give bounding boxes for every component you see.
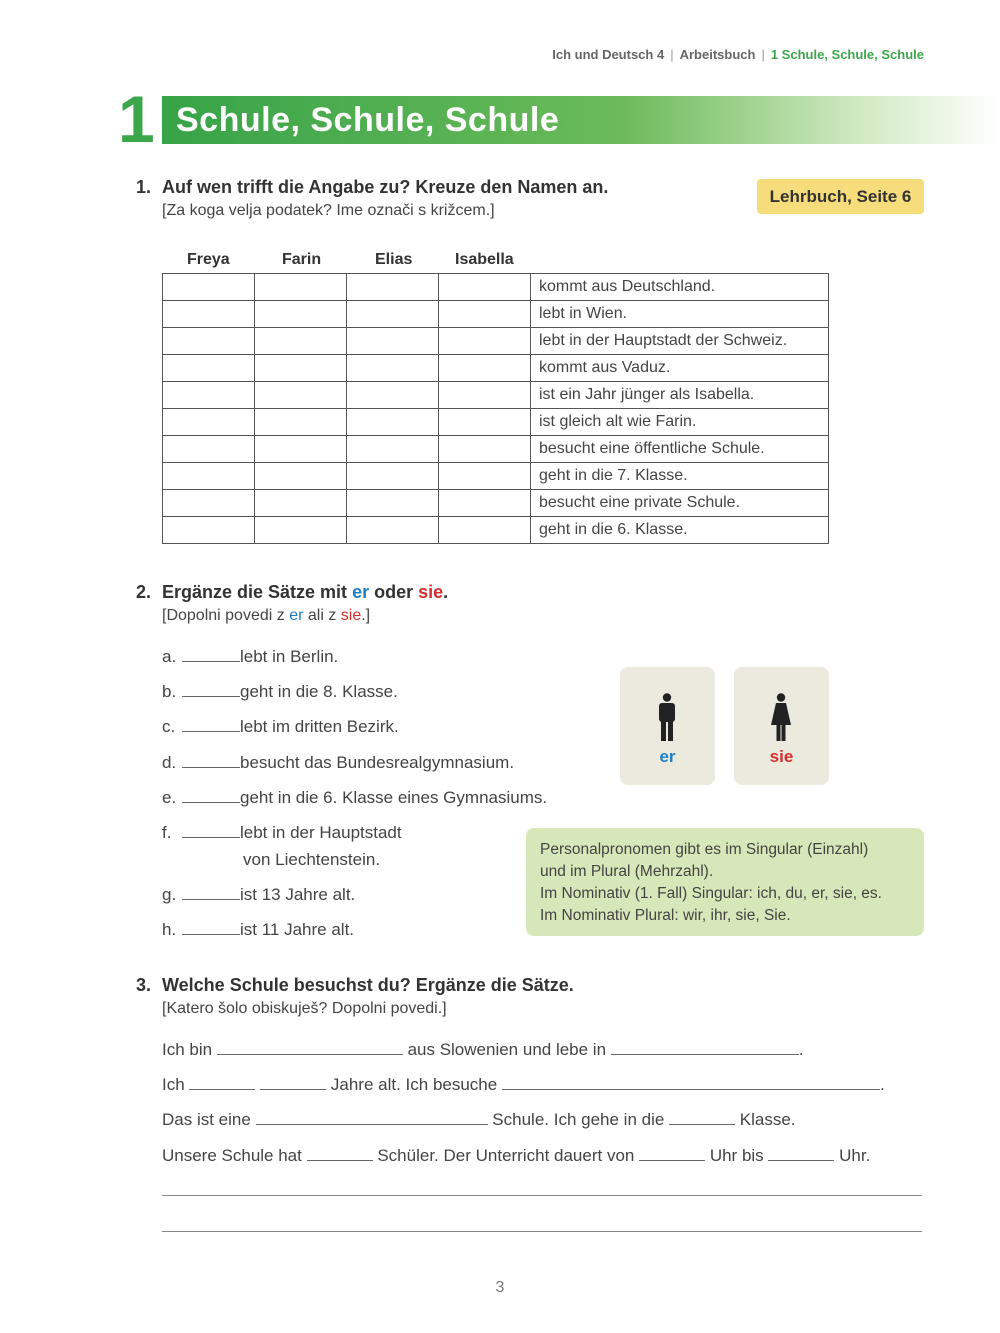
blank-input[interactable] xyxy=(182,682,240,697)
statement-cell: geht in die 7. Klasse. xyxy=(531,463,829,490)
check-cell[interactable] xyxy=(255,355,347,382)
blank-input[interactable] xyxy=(611,1040,799,1055)
check-cell[interactable] xyxy=(439,355,531,382)
ex1-title: Auf wen trifft die Angabe zu? Kreuze den Namen an. xyxy=(162,177,609,197)
ex2-title: Ergänze die Sätze mit er oder sie. xyxy=(162,582,449,602)
blank-input[interactable] xyxy=(182,885,240,900)
writing-line[interactable] xyxy=(162,1231,922,1232)
statement-cell: besucht eine öffentliche Schule. xyxy=(531,436,829,463)
blank-input[interactable] xyxy=(768,1146,834,1161)
check-cell[interactable] xyxy=(347,328,439,355)
check-cell[interactable] xyxy=(439,436,531,463)
book-type: Arbeitsbuch xyxy=(679,47,756,62)
check-cell[interactable] xyxy=(163,517,255,544)
sentence-h: h. ist 11 Jahre alt. xyxy=(162,920,355,939)
statement-cell: lebt in der Hauptstadt der Schweiz. xyxy=(531,328,829,355)
blank-input[interactable] xyxy=(669,1110,735,1125)
chapter-ref: 1 Schule, Schule, Schule xyxy=(770,47,924,62)
sentence-f-continued: von Liechtenstein. xyxy=(243,850,381,869)
info-line: Personalpronomen gibt es im Singular (Einzahl) xyxy=(540,841,869,858)
card-sie-label: sie xyxy=(769,747,794,766)
check-cell[interactable] xyxy=(163,436,255,463)
statement-cell: geht in die 6. Klasse. xyxy=(531,517,829,544)
ex3-number: 3. xyxy=(136,975,152,995)
sentence-g: g. ist 13 Jahre alt. xyxy=(162,885,356,904)
info-line: Im Nominativ Plural: wir, ihr, sie, Sie. xyxy=(540,907,791,924)
check-cell[interactable] xyxy=(255,328,347,355)
blank-input[interactable] xyxy=(182,788,240,803)
table-row xyxy=(163,301,829,328)
blank-input[interactable] xyxy=(256,1110,488,1125)
check-cell[interactable] xyxy=(163,274,255,301)
check-cell[interactable] xyxy=(163,409,255,436)
chapter-number: 1 xyxy=(118,82,155,156)
sentence-f: f. lebt in der Hauptstadt xyxy=(162,823,402,842)
fill-line-4: Unsere Schule hat Schüler. Der Unterricht dauert von Uhr bis Uhr. xyxy=(162,1146,871,1165)
sentence-c: c. lebt im dritten Bezirk. xyxy=(162,717,399,736)
check-cell[interactable] xyxy=(255,274,347,301)
table-row xyxy=(163,328,829,355)
table-row xyxy=(163,382,829,409)
ex2-translation: [Dopolni povedi z er ali z sie.] xyxy=(162,607,371,624)
table-row xyxy=(163,517,829,544)
page-number: 3 xyxy=(495,1279,505,1296)
fill-line-2: Ich Jahre alt. Ich besuche . xyxy=(162,1075,885,1094)
statement-cell: kommt aus Vaduz. xyxy=(531,355,829,382)
check-cell[interactable] xyxy=(255,301,347,328)
female-person-icon xyxy=(770,693,792,743)
word-er: er xyxy=(352,582,370,602)
check-cell[interactable] xyxy=(439,409,531,436)
check-cell[interactable] xyxy=(163,382,255,409)
check-cell[interactable] xyxy=(163,301,255,328)
check-cell[interactable] xyxy=(347,274,439,301)
check-cell[interactable] xyxy=(439,382,531,409)
ex1-number: 1. xyxy=(136,177,152,197)
check-cell[interactable] xyxy=(439,463,531,490)
grammar-info-box xyxy=(526,828,924,936)
check-cell[interactable] xyxy=(347,301,439,328)
check-cell[interactable] xyxy=(347,355,439,382)
blank-input[interactable] xyxy=(182,717,240,732)
info-line: und im Plural (Mehrzahl). xyxy=(540,863,714,880)
blank-input[interactable] xyxy=(189,1075,255,1090)
male-person-icon xyxy=(656,693,678,743)
blank-input[interactable] xyxy=(217,1040,403,1055)
running-header: Ich und Deutsch 4 | Arbeitsbuch | 1 Schule, Schule, Schule xyxy=(552,47,924,62)
column-name-elias: Elias xyxy=(375,251,413,268)
check-cell[interactable] xyxy=(347,463,439,490)
ex3-translation: [Katero šolo obiskuješ? Dopolni povedi.] xyxy=(162,1000,447,1017)
sentence-a: a. lebt in Berlin. xyxy=(162,647,339,666)
table-row xyxy=(163,436,829,463)
card-er xyxy=(620,667,715,785)
blank-input[interactable] xyxy=(182,920,240,935)
check-cell[interactable] xyxy=(439,490,531,517)
check-cell[interactable] xyxy=(347,382,439,409)
table-row xyxy=(163,463,829,490)
ex2-number: 2. xyxy=(136,582,152,602)
check-cell[interactable] xyxy=(439,274,531,301)
statement-cell: lebt in Wien. xyxy=(531,301,829,328)
word-sie: sie xyxy=(418,582,444,602)
check-cell[interactable] xyxy=(439,328,531,355)
statement-cell: ist gleich alt wie Farin. xyxy=(531,409,829,436)
fill-line-1: Ich bin aus Slowenien und lebe in . xyxy=(162,1040,804,1059)
check-cell[interactable] xyxy=(439,301,531,328)
check-cell[interactable] xyxy=(439,517,531,544)
card-er-label: er xyxy=(659,747,676,766)
chapter-title: Schule, Schule, Schule xyxy=(176,101,560,139)
table-row xyxy=(163,355,829,382)
check-cell[interactable] xyxy=(163,490,255,517)
check-cell[interactable] xyxy=(163,463,255,490)
column-name-isabella: Isabella xyxy=(455,251,514,268)
blank-input[interactable] xyxy=(502,1075,880,1090)
check-cell[interactable] xyxy=(255,517,347,544)
writing-line[interactable] xyxy=(162,1195,922,1196)
blank-input[interactable] xyxy=(260,1075,326,1090)
check-cell[interactable] xyxy=(255,409,347,436)
check-cell[interactable] xyxy=(255,463,347,490)
ex1-translation: [Za koga velja podatek? Ime označi s križcem.] xyxy=(162,202,495,219)
column-name-farin: Farin xyxy=(282,251,322,268)
table-row xyxy=(163,274,829,301)
table-row xyxy=(163,409,829,436)
check-cell[interactable] xyxy=(255,490,347,517)
table-row xyxy=(163,490,829,517)
fill-line-3: Das ist eine Schule. Ich gehe in die Klasse. xyxy=(162,1110,796,1129)
card-sie xyxy=(734,667,829,785)
blank-input[interactable] xyxy=(182,647,240,662)
check-cell[interactable] xyxy=(255,436,347,463)
check-cell[interactable] xyxy=(347,436,439,463)
check-cell[interactable] xyxy=(163,328,255,355)
sentence-b: b. geht in die 8. Klasse. xyxy=(162,682,398,701)
sentence-d: d. besucht das Bundesrealgymnasium. xyxy=(162,753,515,772)
ex3-title: Welche Schule besuchst du? Ergänze die Sätze. xyxy=(162,975,574,995)
statement-cell: kommt aus Deutschland. xyxy=(531,274,829,301)
check-cell[interactable] xyxy=(347,490,439,517)
sentence-e: e. geht in die 6. Klasse eines Gymnasiums. xyxy=(162,788,548,807)
info-line: Im Nominativ (1. Fall) Singular: ich, du, er, sie, es. xyxy=(540,885,882,902)
check-cell[interactable] xyxy=(347,409,439,436)
blank-input[interactable] xyxy=(182,823,240,838)
statement-cell: besucht eine private Schule. xyxy=(531,490,829,517)
check-cell[interactable] xyxy=(163,355,255,382)
column-name-freya: Freya xyxy=(187,251,230,268)
statement-cell: ist ein Jahr jünger als Isabella. xyxy=(531,382,829,409)
textbook-reference-badge: Lehrbuch, Seite 6 xyxy=(757,179,924,214)
check-cell[interactable] xyxy=(255,382,347,409)
checkbox-table xyxy=(162,273,829,544)
book-title: Ich und Deutsch 4 xyxy=(552,47,665,62)
check-cell[interactable] xyxy=(347,517,439,544)
blank-input[interactable] xyxy=(639,1146,705,1161)
blank-input[interactable] xyxy=(182,753,240,768)
blank-input[interactable] xyxy=(307,1146,373,1161)
